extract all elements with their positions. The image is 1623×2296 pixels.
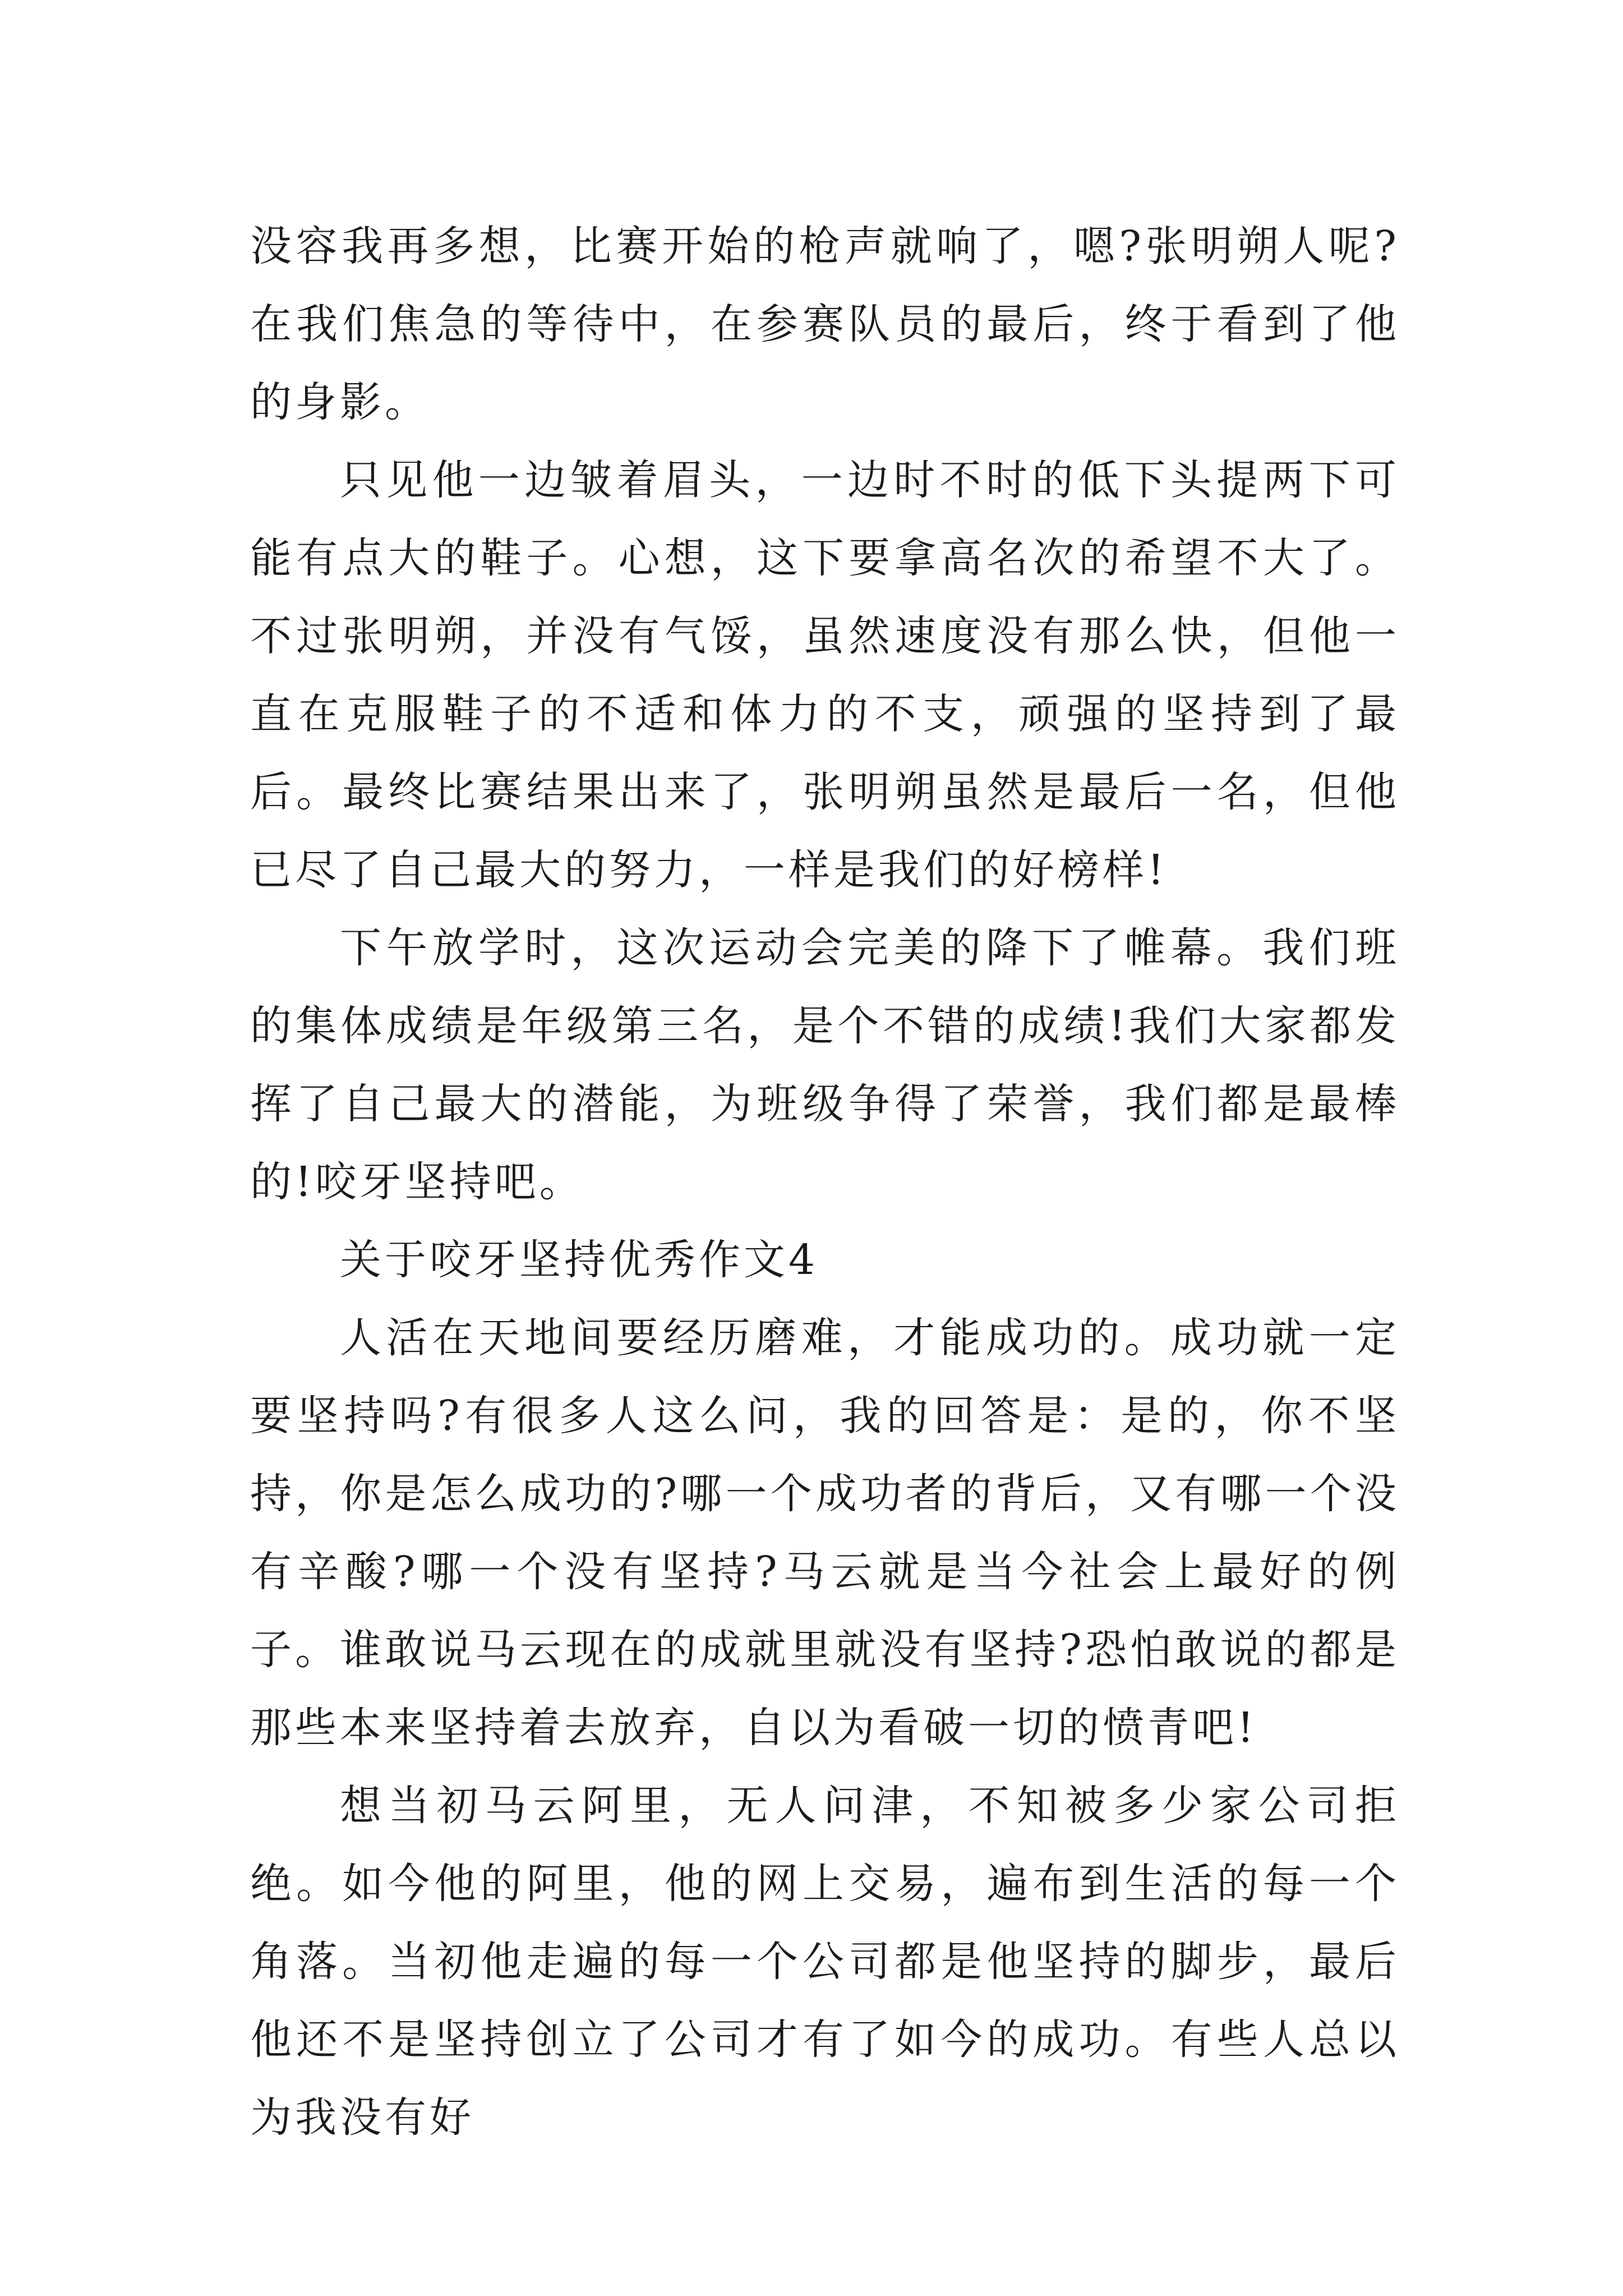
paragraph-sports-meet-end: 下午放学时，这次运动会完美的降下了帷幕。我们班的集体成绩是年级第三名，是个不错的成绩!我们大家都发挥了自己最大的潜能，为班级争得了荣誉，我们都是最棒的!咬牙坚持吧。	[250, 924, 1400, 1206]
paragraph-ma-yun: 想当初马云阿里，无人问津，不知被多少家公司拒绝。如今他的阿里，他的网上交易，遍布到生活的每一个角落。当初他走遍的每一个公司都是他坚持的脚步，最后他还不是坚持创立了公司才有了如今的成功。有些人总以为我没有好	[250, 1782, 1400, 2142]
document-body	[250, 208, 1400, 2157]
paragraph-persistence: 人活在天地间要经历磨难，才能成功的。成功就一定要坚持吗?有很多人这么问，我的回答是：是的，你不坚持，你是怎么成功的?哪一个成功者的背后，又有哪一个没有辛酸?哪一个没有坚持?马云就是当今社会上最好的例子。谁敢说马云现在的成就里就没有坚持?恐怕敢说的都是那些本来坚持着去放弃，自以为看破一切的愤青吧!	[250, 1314, 1400, 1752]
paragraph-zhang-mingshuo: 只见他一边皱着眉头，一边时不时的低下头提两下可能有点大的鞋子。心想，这下要拿高名次的希望不大了。不过张明朔，并没有气馁，虽然速度没有那么快，但他一直在克服鞋子的不适和体力的不支，顽强的坚持到了最后。最终比赛结果出来了，张明朔虽然是最后一名，但他已尽了自己最大的努力，一样是我们的好榜样!	[250, 456, 1400, 894]
essay-section-heading: 关于咬牙坚持优秀作文4	[340, 1236, 819, 1284]
paragraph-race-start: 没容我再多想，比赛开始的枪声就响了，嗯?张明朔人呢?在我们焦急的等待中，在参赛队员的最后，终于看到了他的身影。	[250, 222, 1400, 426]
